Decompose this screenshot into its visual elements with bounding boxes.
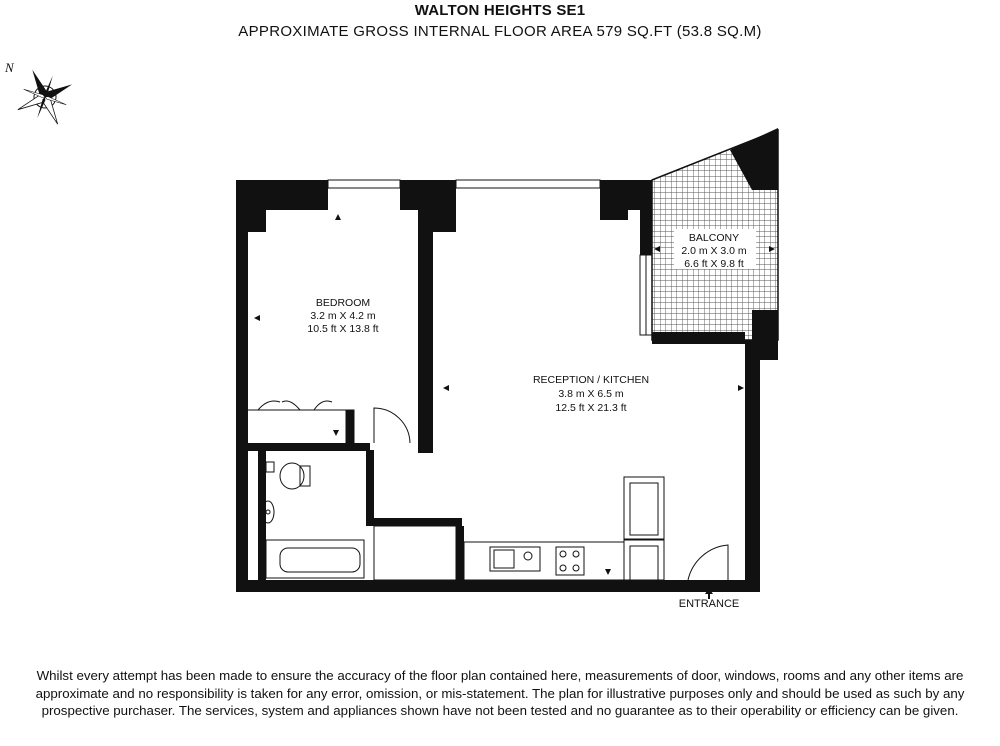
compass-rose-icon: [5, 57, 85, 137]
north-label: N: [5, 60, 14, 75]
bedroom-door: [374, 408, 410, 443]
bedroom-imperial: 10.5 ft X 13.8 ft: [307, 323, 379, 335]
plan-subtitle: APPROXIMATE GROSS INTERNAL FLOOR AREA 579 SQ.FT (53.8 SQ.M): [238, 23, 762, 40]
bathroom-fittings: [262, 462, 364, 578]
bedroom-metric: 3.2 m X 4.2 m: [310, 310, 376, 322]
bedroom-label: [307, 297, 378, 335]
wardrobe: [248, 401, 354, 444]
reception-metric: 3.8 m X 6.5 m: [558, 388, 624, 400]
plan-title: WALTON HEIGHTS SE1: [414, 2, 586, 19]
balcony-metric: 2.0 m X 3.0 m: [681, 245, 747, 257]
entrance-label: ENTRANCE: [678, 598, 740, 610]
reception-name: RECEPTION / KITCHEN: [532, 374, 650, 386]
disclaimer-text: Whilst every attempt has been made to ensure the accuracy of the floor plan contained here, measurements of door, windows, rooms and any other items are approximate and no responsibility is taken for any error, omission, or mis-statement. The plan for illustrative purposes only and should be used as such by any prospective purchaser. The services, system and appliances shown have not been tested and no guarantee as to their operability or efficiency can be given.: [35, 668, 965, 718]
balcony-name: BALCONY: [688, 232, 740, 244]
bedroom-name: BEDROOM: [315, 297, 371, 309]
reception-imperial: 12.5 ft X 21.3 ft: [555, 402, 627, 414]
reception-label: [533, 374, 649, 414]
entrance-door: [688, 545, 728, 580]
balcony-imperial: 6.6 ft X 9.8 ft: [684, 258, 744, 270]
kitchen-units: [374, 477, 664, 580]
balcony-label: [674, 229, 756, 270]
